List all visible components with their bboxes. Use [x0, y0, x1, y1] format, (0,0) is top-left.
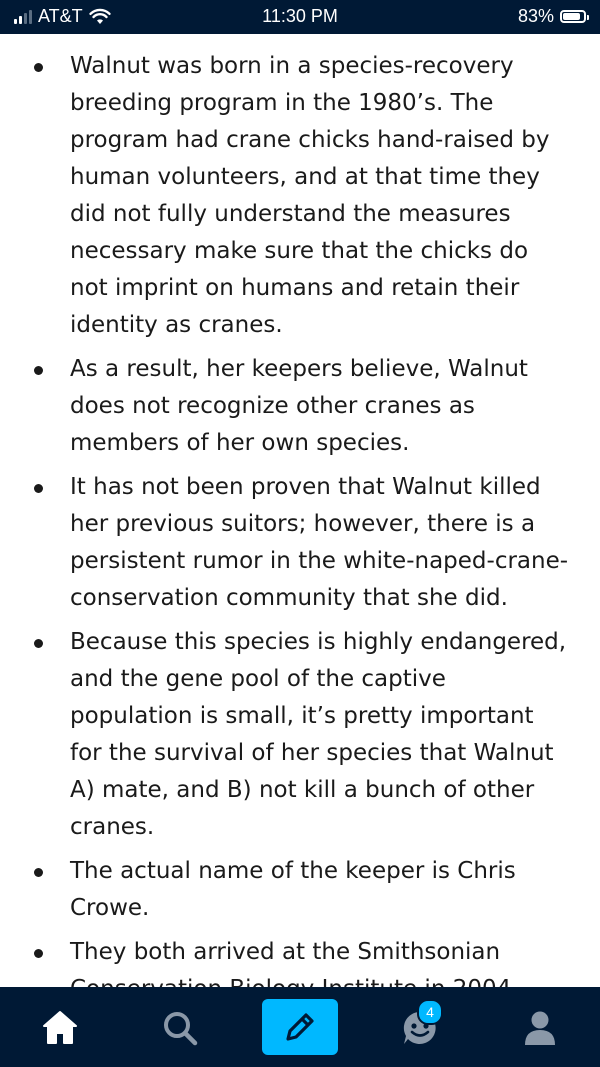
carrier-label: AT&T [38, 6, 83, 26]
status-right [518, 6, 586, 27]
bullet-dot [34, 63, 43, 72]
battery-percent: 83% [517, 6, 554, 26]
nav-account-button[interactable] [515, 1003, 565, 1053]
bullet-item [70, 48, 572, 344]
bullet-text: It has not been proven that Walnut killed her previous suitors; however, there is a persistent rumor in the white-naped-crane-conservation community that she did. [70, 474, 569, 611]
bullet-text: The actual name of the keeper is Chris Crowe. [70, 858, 516, 921]
nav-home-button[interactable] [35, 1003, 85, 1053]
nav-activity-button[interactable] [395, 1003, 445, 1053]
battery-fill [563, 13, 580, 20]
nav-compose-button[interactable] [262, 999, 338, 1055]
bullet-item [70, 853, 572, 927]
status-bar [0, 0, 600, 34]
bullet-item [70, 624, 572, 846]
bullet-item [70, 351, 572, 462]
search-icon [162, 1010, 198, 1046]
bullet-text: Because this species is highly endangered, and the gene pool of the captive population is small, it’s pretty important for the survival of her species that Walnut A) mate, and B) not kill a bunch of other cranes. [70, 629, 567, 840]
bottom-nav [0, 987, 600, 1067]
bullet-list [0, 34, 600, 1052]
post-content[interactable] [0, 34, 600, 987]
battery-icon [560, 10, 586, 23]
nav-search-button[interactable] [155, 1003, 205, 1053]
pencil-icon [280, 1007, 320, 1047]
status-time: 11:30 PM [262, 6, 338, 26]
bullet-text: As a result, her keepers believe, Walnut does not recognize other cranes as members of her own species. [70, 356, 528, 456]
bullet-text: Walnut was born in a species-recovery breeding program in the 1980’s. The program had crane chicks hand-raised by human volunteers, and at that time they did not fully understand the measures necessary make sure that the chicks do not imprint on humans and retain their identity as cranes. [70, 53, 550, 338]
bullet-item [70, 469, 572, 617]
bullet-dot [34, 868, 43, 877]
bullet-dot [34, 366, 43, 375]
home-icon [41, 1010, 79, 1046]
notification-badge: 4 [417, 999, 443, 1025]
bullet-dot [34, 949, 43, 958]
person-icon [523, 1009, 557, 1047]
bullet-text: They both arrived at the Smithsonian [70, 939, 501, 965]
bullet-dot [34, 484, 43, 493]
bullet-dot [34, 639, 43, 648]
